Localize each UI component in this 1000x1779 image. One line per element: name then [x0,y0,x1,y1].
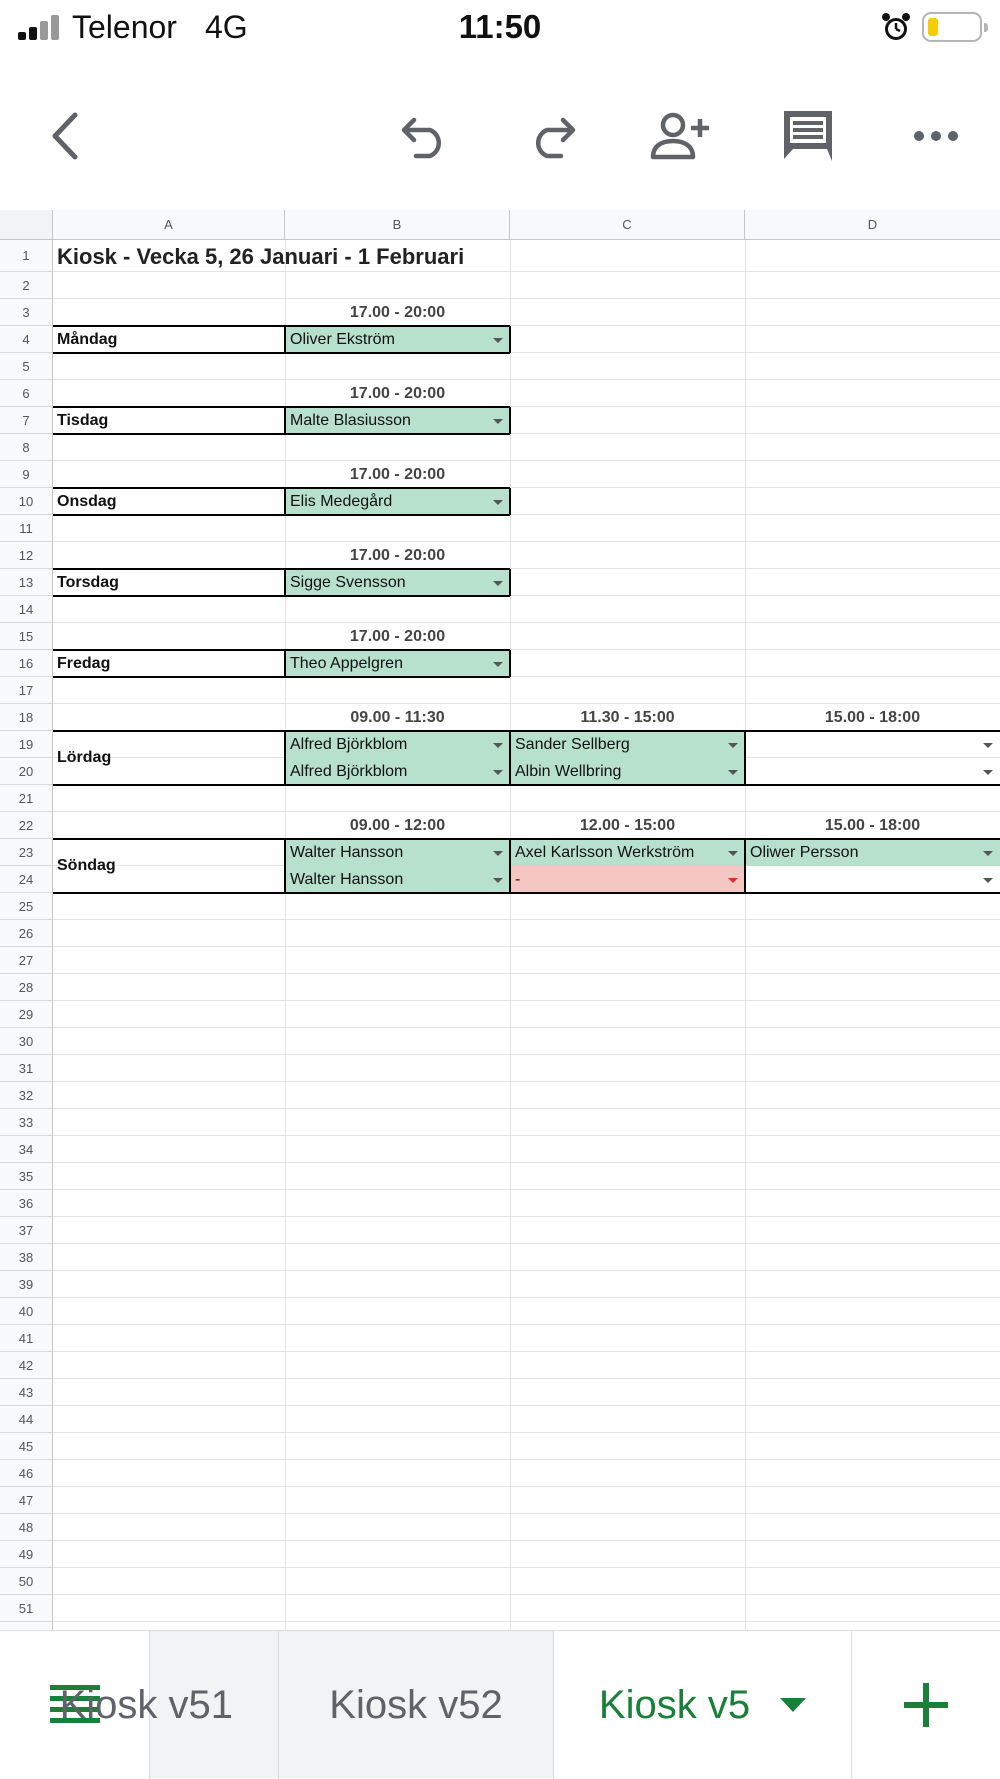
spreadsheet-grid[interactable] [0,210,1000,1630]
cell-value: - [515,870,521,888]
row-header[interactable]: 39 [0,1271,53,1298]
row-header[interactable]: 4 [0,326,53,353]
row-header[interactable]: 43 [0,1379,53,1406]
row-header[interactable]: 1 [0,240,53,272]
row-header[interactable]: 38 [0,1244,53,1271]
comment-icon[interactable] [773,101,843,171]
cell-value: Axel Karlsson Werkström [515,843,695,861]
row-header[interactable]: 20 [0,758,53,785]
dropdown-cell[interactable] [745,839,1000,866]
dropdown-cell[interactable] [285,650,510,677]
row-header[interactable]: 14 [0,596,53,623]
dropdown-arrow-icon[interactable] [728,878,738,883]
row-header[interactable]: 9 [0,461,53,488]
cell-value: Sigge Svensson [290,573,406,591]
sheet-title: Kiosk - Vecka 5, 26 Januari - 1 Februari [57,244,465,269]
row-header[interactable]: 26 [0,920,53,947]
row-header[interactable]: 18 [0,704,53,731]
carrier-name: Telenor [72,9,177,45]
dropdown-cell[interactable] [285,407,510,434]
status-bar [0,0,1000,56]
time-slot-label: 17.00 - 20:00 [349,465,446,483]
sheet-tab-bar [0,1630,1000,1778]
cell-value: Oliwer Persson [750,843,859,861]
cell-value: Albin Wellbring [515,762,622,780]
dropdown-cell[interactable] [510,731,745,758]
row-header[interactable]: 33 [0,1109,53,1136]
cell-value: Alfred Björkblom [290,762,408,780]
cell-value: Oliver Ekström [290,330,395,348]
cell-value: Malte Blasiusson [290,411,411,429]
day-label: Fredag [57,654,111,672]
row-header[interactable]: 44 [0,1406,53,1433]
row-header[interactable]: 22 [0,812,53,839]
add-sheet-icon[interactable] [852,1631,1000,1779]
tab-label: Kiosk v52 [329,1682,503,1727]
dropdown-cell[interactable] [285,731,510,758]
row-header[interactable]: 23 [0,839,53,866]
time-slot-label: 15.00 - 18:00 [824,816,921,834]
add-person-icon[interactable] [645,101,715,171]
row-header[interactable]: 30 [0,1028,53,1055]
dropdown-arrow-icon[interactable] [983,878,993,883]
row-header[interactable]: 21 [0,785,53,812]
back-icon[interactable] [30,101,100,171]
dropdown-cell[interactable] [745,758,1000,785]
row-header[interactable]: 36 [0,1190,53,1217]
row-header[interactable]: 35 [0,1163,53,1190]
time-slot-label: 09.00 - 12:00 [349,816,446,834]
tab-kiosk-v51[interactable] [59,1631,278,1779]
row-header[interactable]: 19 [0,731,53,758]
dropdown-arrow-icon[interactable] [983,743,993,748]
row-header[interactable]: 5 [0,353,53,380]
dropdown-cell[interactable] [745,866,1000,893]
row-header[interactable]: 2 [0,272,53,299]
dropdown-cell[interactable] [285,839,510,866]
row-header[interactable]: 12 [0,542,53,569]
row-header[interactable]: 7 [0,407,53,434]
row-header[interactable]: 51 [0,1595,53,1622]
battery-icon [922,12,982,42]
row-header[interactable]: 40 [0,1298,53,1325]
day-label: Torsdag [57,573,119,591]
cell-value: Theo Appelgren [290,654,403,672]
toolbar [0,56,1000,206]
column-header-c[interactable]: C [510,210,745,240]
tab-label: Kiosk v5 [598,1682,751,1727]
time-slot-label: 11.30 - 15:00 [580,708,675,726]
row-header[interactable]: 37 [0,1217,53,1244]
select-all-corner[interactable] [0,210,53,240]
dropdown-arrow-icon[interactable] [493,878,503,883]
dropdown-arrow-icon[interactable] [983,770,993,775]
dropdown-arrow-icon[interactable] [493,419,503,424]
dropdown-cell[interactable] [285,326,510,353]
row-header[interactable]: 16 [0,650,53,677]
row-header[interactable]: 13 [0,569,53,596]
row-header[interactable]: 41 [0,1325,53,1352]
time-slot-label: 17.00 - 20:00 [349,627,446,645]
undo-icon[interactable] [390,101,460,171]
row-header[interactable]: 8 [0,434,53,461]
row-header[interactable]: 11 [0,515,53,542]
dropdown-cell[interactable] [510,866,745,893]
row-header[interactable]: 47 [0,1487,53,1514]
cell-value: Walter Hansson [290,843,404,861]
row-header[interactable]: 50 [0,1568,53,1595]
tab-label: Kiosk v51 [59,1682,233,1727]
day-label: Söndag [57,857,116,874]
row-header[interactable]: 3 [0,299,53,326]
row-header[interactable]: 42 [0,1352,53,1379]
more-icon[interactable] [901,101,971,171]
row-header[interactable]: 15 [0,623,53,650]
dropdown-cell[interactable] [285,866,510,893]
dropdown-arrow-icon[interactable] [728,770,738,775]
dropdown-arrow-icon[interactable] [493,770,503,775]
cell-value: Alfred Björkblom [290,735,408,753]
dropdown-cell[interactable] [745,731,1000,758]
tab-kiosk-v5[interactable] [553,1631,852,1779]
row-header[interactable]: 6 [0,380,53,407]
dropdown-cell[interactable] [510,758,745,785]
dropdown-arrow-icon[interactable] [728,851,738,856]
time-slot-label: 17.00 - 20:00 [349,303,446,321]
dropdown-cell[interactable] [285,569,510,596]
dropdown-cell[interactable] [285,758,510,785]
dropdown-arrow-icon[interactable] [493,581,503,586]
dropdown-arrow-icon[interactable] [983,851,993,856]
cell-value: Sander Sellberg [515,735,630,753]
dropdown-arrow-icon[interactable] [493,851,503,856]
network-type: 4G [205,9,248,45]
day-label: Onsdag [57,492,117,510]
dropdown-arrow-icon[interactable] [493,338,503,343]
redo-icon[interactable] [517,101,587,171]
row-header[interactable]: 27 [0,947,53,974]
cell-value: Walter Hansson [290,870,404,888]
tab-dropdown-icon[interactable] [780,1698,806,1712]
cell-value: Elis Medegård [290,492,393,510]
tab-kiosk-v52[interactable] [279,1631,553,1779]
time-slot-label: 17.00 - 20:00 [349,384,446,402]
column-header-d[interactable]: D [745,210,1000,240]
row-header[interactable]: 49 [0,1541,53,1568]
day-label: Tisdag [57,411,109,429]
dropdown-cell[interactable] [285,488,510,515]
row-header[interactable]: 25 [0,893,53,920]
dropdown-cell[interactable] [510,839,745,866]
column-header-b[interactable]: B [285,210,510,240]
row-header[interactable]: 10 [0,488,53,515]
row-header[interactable]: 34 [0,1136,53,1163]
time-slot-label: 09.00 - 11:30 [350,708,445,726]
day-label: Måndag [57,330,118,348]
row-header[interactable]: 46 [0,1460,53,1487]
column-header-a[interactable]: A [53,210,285,240]
row-header[interactable]: 32 [0,1082,53,1109]
alarm-icon [880,11,912,43]
row-header[interactable]: 28 [0,974,53,1001]
status-time: 11:50 [458,8,542,45]
row-header[interactable]: 31 [0,1055,53,1082]
dropdown-arrow-icon[interactable] [493,743,503,748]
row-header[interactable]: 17 [0,677,53,704]
day-label: Lördag [57,749,112,766]
row-header[interactable]: 24 [0,866,53,893]
row-header[interactable]: 29 [0,1001,53,1028]
time-slot-label: 15.00 - 18:00 [824,708,921,726]
row-header[interactable]: 48 [0,1514,53,1541]
row-header[interactable]: 45 [0,1433,53,1460]
dropdown-arrow-icon[interactable] [493,500,503,505]
time-slot-label: 12.00 - 15:00 [579,816,676,834]
dropdown-arrow-icon[interactable] [493,662,503,667]
time-slot-label: 17.00 - 20:00 [349,546,446,564]
dropdown-arrow-icon[interactable] [728,743,738,748]
